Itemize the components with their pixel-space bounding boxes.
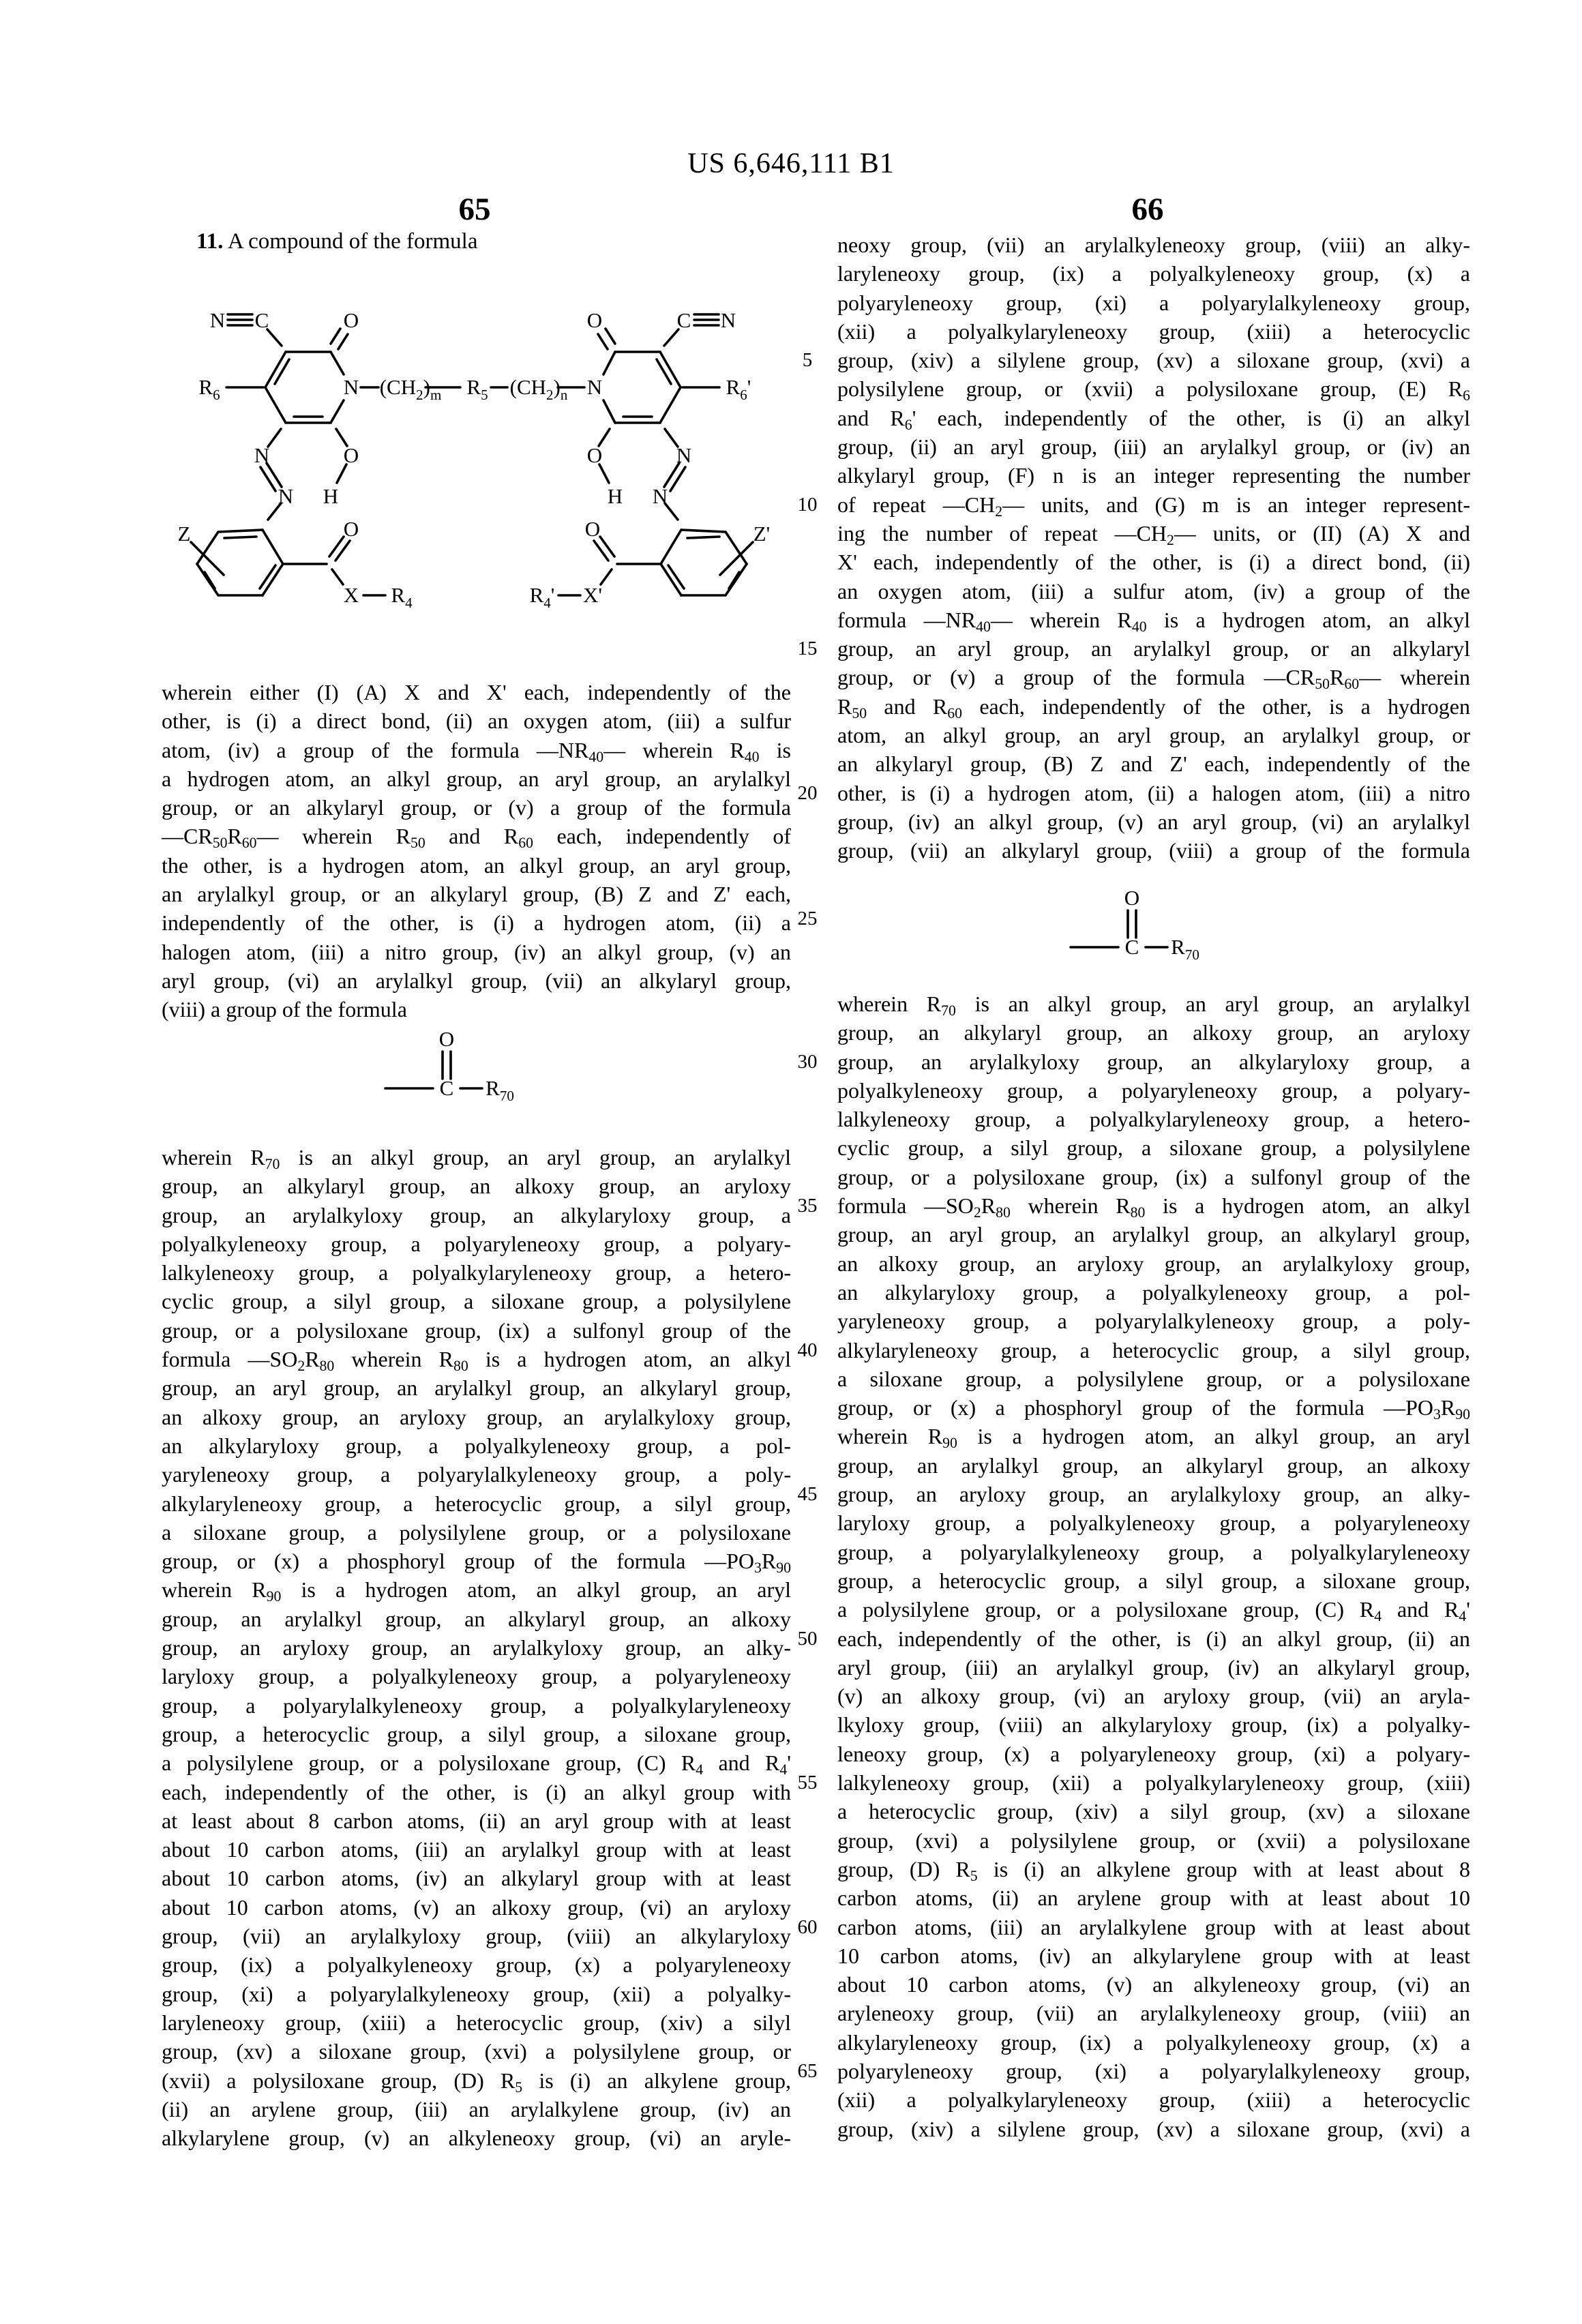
text-line: group, an arylalkyl group, an alkylaryl group, an alkoxy [837, 1452, 1470, 1478]
text-line: wherein either (I) (A) X and X' each, independently of the [162, 680, 791, 704]
text-line: group, an aryloxy group, an arylalkyloxy group, an alky- [837, 1482, 1470, 1507]
atom-label: $R_4'$ [529, 583, 555, 611]
bond-line [729, 572, 739, 589]
bond-line [332, 569, 343, 584]
acyl-formula-svg [1057, 884, 1217, 966]
atom-label: $R_{70}$ [486, 1076, 514, 1104]
text-line: a polysilylene group, or a polysiloxane group, (C) $R_4$ and $R_4'$ [837, 1597, 1471, 1625]
bond-line [265, 387, 286, 423]
atom-label: O [586, 308, 603, 332]
acyl-formula-svg [372, 1026, 532, 1107]
text-line: cyclic group, a silyl group, a siloxane group, a polysilylene [162, 1289, 791, 1314]
text-line: group, or (x) a phosphoryl group of the formula $—PO_3R_{90}$ [162, 1549, 791, 1577]
text-line: polyaryleneoxy group, (xi) a polyarylalkyleneoxy group, [837, 290, 1470, 315]
text-line: (viii) a group of the formula [162, 997, 407, 1022]
atom-label: X [343, 583, 359, 607]
text-line: laryleneoxy group, (ix) a polyalkyleneoxy group, (x) a [837, 261, 1470, 286]
bond-line [224, 537, 256, 538]
text-line: about 10 carbon atoms, (v) an alkoxy group, (vi) an aryloxy [162, 1894, 791, 1920]
text-line: group, an aryl group, an arylalkyl group, an alkylaryl group, [162, 1375, 791, 1401]
text-line: group, (xiv) a silylene group, (xv) a siloxane group, (xvi) a [837, 2116, 1470, 2141]
bond-line [670, 467, 685, 491]
text-line: yaryleneoxy group, a polyarylalkyleneoxy group, a poly- [162, 1462, 791, 1487]
atom-label: N [343, 375, 359, 399]
text-line: about 10 carbon atoms, (iv) an alkylaryl group with at least [162, 1866, 791, 1891]
text-line: group, (ix) a polyalkyleneoxy group, (x) a polyaryleneoxy [162, 1952, 791, 1978]
text-line: group, a heterocyclic group, a silyl group, a siloxane group, [162, 1721, 791, 1746]
bond-line [661, 530, 681, 564]
text-line: wherein $R_{90}$ is a hydrogen atom, an alkyl group, an aryl [162, 1577, 792, 1605]
text-line: group, a heterocyclic group, a silyl group, a siloxane group, [837, 1568, 1470, 1593]
atom-label: N [720, 308, 736, 332]
text-line: formula $—NR_{40}—$ wherein $R_{40}$ is a hydrogen atom, an alkyl [837, 607, 1471, 635]
bond-line [263, 530, 283, 564]
atom-label: O [343, 308, 359, 332]
atom-label: Z' [753, 522, 771, 546]
patent-number: US 6,646,111 B1 [687, 148, 895, 179]
text-line: atom, (iv) a group of the formula $—NR_{40}—$ wherein $R_{40}$ is [162, 737, 792, 765]
text-line: alkylaryl group, (F) n is an integer representing the number [837, 463, 1470, 488]
text-line: group, an arylalkyloxy group, an alkylaryloxy group, a [162, 1202, 791, 1227]
gutter-line-number: 5 [802, 349, 813, 371]
text-line: group, (ii) an aryl group, (iii) an arylalkyl group, or (iv) an [837, 434, 1470, 460]
text-line: an arylalkyl group, or an alkylaryl group, (B) Z and Z' each, [162, 882, 791, 907]
text-line: group, (vii) an arylalkyloxy group, (viii) an alkylaryloxy [162, 1924, 791, 1949]
text-line: an alkoxy group, an aryloxy group, an arylalkyloxy group, [837, 1251, 1470, 1276]
text-line: about 10 carbon atoms, (iii) an arylalkyl group with at least [162, 1837, 791, 1862]
text-line: X' each, independently of the other, is (i) a direct bond, (ii) [837, 550, 1470, 575]
column-number-left: 65 [458, 192, 491, 227]
text-line: each, independently of the other, is (i) an alkyl group, (ii) an [837, 1626, 1470, 1651]
bond-line [197, 564, 218, 595]
gutter-line-number: 60 [797, 1916, 818, 1938]
bond-line [337, 464, 346, 483]
text-line: other, is (i) a hydrogen atom, (ii) a halogen atom, (iii) a nitro [837, 780, 1470, 805]
text-line: group, a polyarylalkyleneoxy group, a polyalkylaryleneoxy [837, 1539, 1470, 1564]
bond-line [606, 329, 615, 344]
atom-label: N [652, 484, 668, 508]
text-line: lalkyleneoxy group, a polyalkylaryleneoxy group, a hetero- [837, 1107, 1470, 1132]
text-line: group, or an alkylaryl group, or (v) a group of the formula [162, 795, 791, 820]
text-line: group, (vii) an alkylaryl group, (viii) a group of the formula [837, 838, 1470, 863]
text-line: formula $—SO_2R_{80}$ wherein $R_{80}$ is a hydrogen atom, an alkyl [837, 1193, 1471, 1221]
text-line: each, independently of the other, is (i) an alkyl group with [162, 1779, 791, 1804]
text-line: group, an alkylaryl group, an alkoxy group, an aryloxy [837, 1020, 1470, 1045]
bond-line [331, 329, 340, 344]
text-line: (ii) an arylene group, (iii) an arylalkylene group, (iv) an [162, 2096, 791, 2121]
text-line: leneoxy group, (x) a polyaryleneoxy group, (xi) a polyary- [837, 1741, 1470, 1766]
text-line: lalkyleneoxy group, a polyalkylaryleneoxy group, a hetero- [162, 1260, 791, 1285]
gutter-line-number: 25 [797, 908, 818, 929]
atom-label: N [254, 443, 270, 467]
text-line: group, (xiv) a silylene group, (xv) a siloxane group, (xvi) a [837, 348, 1470, 373]
bond-line [601, 569, 612, 584]
text-line: aryl group, (iii) an arylalkyl group, (iv) an alkylaryl group, [837, 1654, 1470, 1680]
acyl-formula-right [1057, 884, 1217, 966]
bond-line [331, 400, 344, 423]
atom-label: O [584, 517, 601, 541]
atom-label: O [343, 443, 359, 467]
text-line: alkylaryleneoxy group, (ix) a polyalkyleneoxy group, (x) a [837, 2029, 1470, 2055]
text-line: group, or a polysiloxane group, (ix) a sulfonyl group of the [162, 1317, 791, 1343]
text-line: alkylarylene group, (v) an alkyleneoxy group, (vi) an aryle- [162, 2126, 791, 2151]
text-line: group, an arylalkyloxy group, an alkylaryloxy group, a [837, 1049, 1470, 1074]
bond-line [275, 359, 289, 384]
atom-label: O [1124, 886, 1140, 910]
text-line: polysilylene group, or (xvii) a polysiloxane group, (E) $R_6$ [837, 376, 1470, 404]
text-line: group, or (v) a group of the formula $—CR_{50}R_{60}—$ wherein [837, 665, 1470, 693]
text-line: the other, is a hydrogen atom, an alkyl group, an aryl group, [162, 852, 791, 878]
text-line: an oxygen atom, (iii) a sulfur atom, (iv) a group of the [837, 578, 1470, 604]
bond-line [657, 359, 671, 384]
atom-label: O [343, 517, 359, 541]
text-line: polyalkyleneoxy group, a polyaryleneoxy group, a polyary- [837, 1077, 1470, 1103]
bond-line [599, 464, 609, 483]
text-line: (v) an alkoxy group, (vi) an aryloxy group, (vii) an aryla- [837, 1684, 1470, 1709]
text-line: $—CR_{50}R_{60}—$ wherein $R_{50}$ and $R_{60}$ each, independently of [162, 824, 792, 852]
text-line: at least about 8 carbon atoms, (ii) an aryl group with at least [162, 1808, 791, 1833]
text-line: polyalkyleneoxy group, a polyaryleneoxy group, a polyary- [162, 1231, 791, 1256]
text-line: group, an arylalkyl group, an alkylaryl group, an alkoxy [162, 1606, 791, 1631]
atom-label: $(CH_2)_m$ [379, 375, 442, 403]
text-line: independently of the other, is (i) a hydrogen atom, (ii) a [162, 910, 791, 936]
claim-number: 11. [196, 229, 224, 254]
claim-structure-diagram [172, 303, 772, 617]
text-line: other, is (i) a direct bond, (ii) an oxygen atom, (iii) a sulfur [162, 709, 791, 734]
column-number-right: 66 [1131, 192, 1164, 227]
text-line: group, an alkylaryl group, an alkoxy group, an aryloxy [162, 1174, 791, 1199]
text-line: group, a polyarylalkyleneoxy group, a polyalkylaryleneoxy [162, 1693, 791, 1718]
atom-label: H [323, 484, 339, 508]
atom-label: $R_4$ [391, 583, 413, 611]
text-line: group, an aryl group, an arylalkyl group, or an alkylaryl [837, 636, 1470, 661]
atom-label: O [586, 443, 603, 467]
left-column-paragraph-1 [162, 678, 791, 1024]
atom-label: O [438, 1027, 455, 1051]
atom-label: N [586, 375, 603, 399]
bond-line [681, 530, 726, 532]
bond-line [726, 564, 747, 595]
text-line: ing the number of repeat $—CH_2—$ units, or (II) (A) X and [837, 520, 1471, 549]
text-line: yaryleneoxy group, a polyarylalkyleneoxy group, a poly- [837, 1309, 1470, 1334]
text-line: an alkoxy group, an aryloxy group, an arylalkyloxy group, [162, 1404, 791, 1429]
left-column-paragraph-2 [162, 1143, 791, 2152]
bond-line [267, 329, 282, 346]
bond-line [598, 334, 608, 349]
text-line: formula $—SO_2R_{80}$ wherein $R_{80}$ is a hydrogen atom, an alkyl [162, 1347, 792, 1375]
text-line: wherein $R_{70}$ is an alkyl group, an aryl group, an arylalkyl [162, 1145, 792, 1173]
atom-label: C [676, 308, 691, 332]
text-line: group, (xv) a siloxane group, (xvi) a polysilylene group, or [162, 2039, 791, 2064]
text-line: an alkylaryloxy group, a polyalkyleneoxy group, a pol- [162, 1433, 791, 1458]
atom-label: N [676, 443, 692, 467]
bond-line [660, 387, 681, 423]
bond-line [260, 467, 275, 491]
text-line: 10 carbon atoms, (iv) an alkylarylene group with at least [837, 1943, 1470, 1968]
text-line: a siloxane group, a polysilylene group, or a polysiloxane [837, 1366, 1470, 1391]
text-line: group, an aryloxy group, an arylalkyloxy group, an alky- [162, 1635, 791, 1660]
atom-label: Z [177, 522, 191, 546]
atom-label: $R_{70}$ [1171, 935, 1199, 963]
text-line: group, (iv) an alkyl group, (v) an aryl group, (vi) an arylalkyl [837, 809, 1470, 834]
atom-label: $(CH_2)_n$ [509, 375, 568, 403]
atom-label: C [1124, 935, 1139, 959]
atom-label: C [439, 1076, 454, 1100]
atom-label: $R_5$ [466, 375, 488, 403]
atom-label: C [254, 308, 269, 332]
text-line: cyclic group, a silyl group, a siloxane group, a polysilylene [837, 1135, 1470, 1161]
bond-line [218, 530, 263, 532]
gutter-line-number: 15 [797, 638, 818, 659]
claim-intro [196, 229, 477, 254]
structure-svg [172, 303, 772, 617]
text-line: laryloxy group, a polyalkyleneoxy group, a polyaryleneoxy [837, 1510, 1470, 1536]
right-column-paragraph-2 [837, 989, 1470, 2143]
gutter-line-number: 65 [797, 2060, 818, 2082]
right-column-paragraph-1 [837, 230, 1470, 865]
text-line: a heterocyclic group, (xiv) a silyl group, (xv) a siloxane [837, 1799, 1470, 1824]
text-line: polyaryleneoxy group, (xi) a polyarylalkyleneoxy group, [837, 2058, 1470, 2083]
text-line: (xvii) a polysiloxane group, (D) $R_5$ is (i) an alkylene group, [162, 2068, 792, 2096]
text-line: carbon atoms, (iii) an arylalkylene group with at least about [837, 1914, 1470, 1939]
text-line: a hydrogen atom, an alkyl group, an aryl group, an arylalkyl [162, 766, 791, 791]
text-line: laryleneoxy group, (xiii) a heterocyclic group, (xiv) a silyl [162, 2010, 791, 2035]
bond-line [603, 400, 615, 423]
gutter-line-number: 10 [797, 494, 818, 516]
text-line: laryloxy group, a polyalkyleneoxy group, a polyaryleneoxy [162, 1664, 791, 1689]
text-line: lkyloxy group, (viii) an alkylaryloxy group, (ix) a polyalky- [837, 1712, 1470, 1738]
text-line: and $R_6'$ each, independently of the other, is (i) an alkyl [837, 405, 1471, 433]
bond-line [338, 334, 348, 349]
text-line: wherein $R_{70}$ is an alkyl group, an aryl group, an arylalkyl [837, 992, 1471, 1019]
bond-line [205, 572, 215, 589]
bond-line [603, 352, 615, 374]
text-line: aryleneoxy group, (vii) an arylalkyleneoxy group, (viii) an [837, 2001, 1470, 2026]
atom-label: X' [583, 583, 602, 607]
text-line: $R_{50}$ and $R_{60}$ each, independently of the other, is a hydrogen [837, 694, 1471, 721]
text-line: aryl group, (vi) an arylalkyl group, (vii) an alkylaryl group, [162, 968, 791, 993]
text-line: wherein $R_{90}$ is a hydrogen atom, an alkyl group, an aryl [837, 1424, 1471, 1452]
text-line: lalkyleneoxy group, (xii) a polyalkylaryleneoxy group, (xiii) [837, 1770, 1470, 1796]
text-line: of repeat $—CH_2—$ units, and (G) m is an integer represent- [837, 492, 1471, 520]
atom-label: N [278, 484, 294, 508]
gutter-line-number: 20 [797, 782, 818, 804]
text-line: group, (xi) a polyarylalkyleneoxy group, (xii) a polyalky- [162, 1981, 791, 2006]
text-line: group, (D) $R_5$ is (i) an alkylene group with at least about 8 [837, 1856, 1471, 1884]
text-line: atom, an alkyl group, an aryl group, an arylalkyl group, or [837, 723, 1470, 748]
text-line: a polysilylene group, or a polysiloxane group, (C) $R_4$ and $R_4'$ [162, 1751, 792, 1778]
text-line: about 10 carbon atoms, (v) an alkyleneoxy group, (vi) an [837, 1972, 1470, 1997]
acyl-formula-left [372, 1026, 532, 1107]
claim-intro-text: A compound of the formula [223, 229, 478, 254]
bond-line [331, 352, 344, 374]
atom-label: $R_6$ [198, 375, 220, 403]
text-line: group, or a polysiloxane group, (ix) a sulfonyl group of the [837, 1164, 1470, 1189]
text-line: halogen atom, (iii) a nitro group, (iv) an alkyl group, (v) an [162, 939, 791, 964]
bond-line [687, 537, 719, 538]
atom-label: N [209, 308, 226, 332]
gutter-line-number: 30 [797, 1051, 818, 1073]
text-line: group, an aryl group, an arylalkyl group, an alkylaryl group, [837, 1222, 1470, 1247]
gutter-line-number: 40 [797, 1339, 818, 1361]
text-line: alkylaryleneoxy group, a heterocyclic group, a silyl group, [837, 1337, 1470, 1362]
gutter-line-number: 55 [797, 1772, 818, 1793]
text-line: (xii) a polyalkylaryleneoxy group, (xiii) a heterocyclic [837, 2087, 1470, 2113]
gutter-line-number: 45 [797, 1483, 818, 1505]
text-line: a siloxane group, a polysilylene group, or a polysiloxane [162, 1519, 791, 1545]
gutter-line-number: 50 [797, 1628, 818, 1650]
text-line: carbon atoms, (ii) an arylene group with at least about 10 [837, 1886, 1470, 1911]
text-line: (xii) a polyalkylaryleneoxy group, (xiii) a heterocyclic [837, 318, 1470, 344]
text-line: alkylaryleneoxy group, a heterocyclic group, a silyl group, [162, 1491, 791, 1516]
bond-line [268, 429, 281, 447]
text-line: group, (xvi) a polysilylene group, or (xvii) a polysiloxane [837, 1828, 1470, 1853]
text-line: group, or (x) a phosphoryl group of the formula $—PO_3R_{90}$ [837, 1395, 1470, 1423]
atom-label: $R_6'$ [726, 375, 751, 403]
text-line: an alkylaryloxy group, a polyalkyleneoxy group, a pol- [837, 1279, 1470, 1305]
text-line: neoxy group, (vii) an arylalkyleneoxy group, (viii) an alky- [837, 233, 1470, 257]
gutter-line-number: 35 [797, 1195, 818, 1217]
text-line: an alkylaryl group, (B) Z and Z' each, independently of the [837, 751, 1470, 777]
atom-label: H [607, 484, 623, 508]
